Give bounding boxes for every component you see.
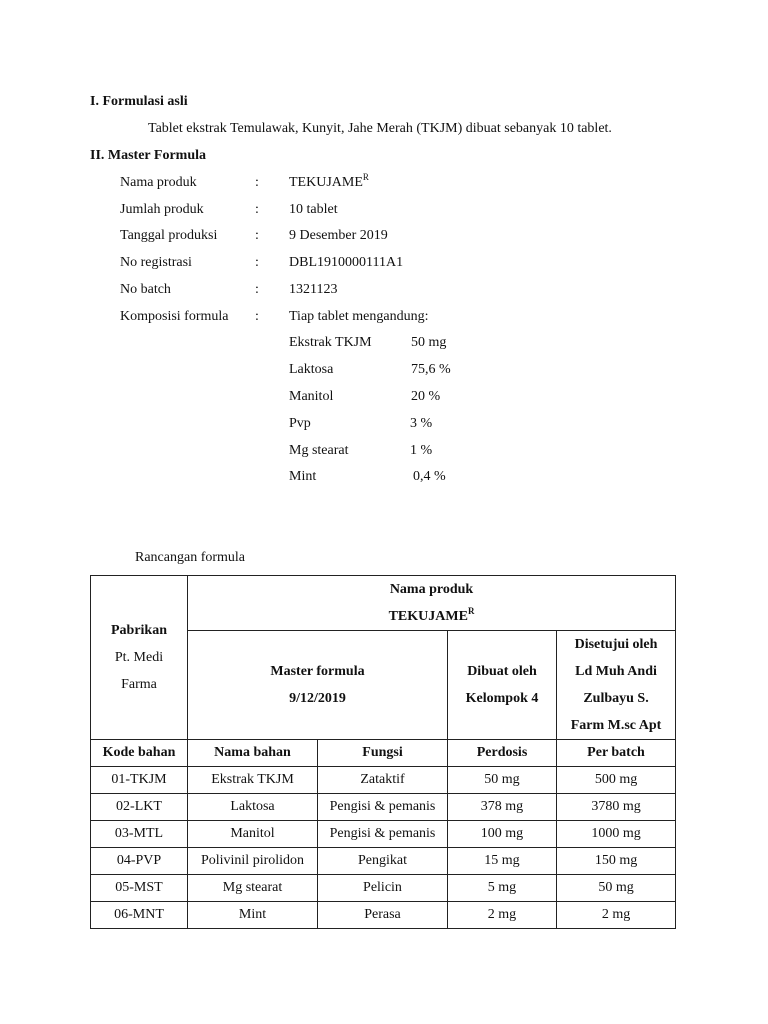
cell-kode-bahan: 06-MNT <box>91 902 188 929</box>
cell-kode-bahan: 05-MST <box>91 875 188 902</box>
disetujui-line-2: Ld Muh Andi <box>575 664 657 679</box>
dibuat-oleh-label: Dibuat oleh <box>467 664 537 679</box>
cell-nama-bahan: Mint <box>188 902 318 929</box>
cell-perdosis: 15 mg <box>448 848 557 875</box>
composition-amount: 0,4 % <box>413 469 446 484</box>
field-label-komposisi-formula: Komposisi formula <box>120 309 229 324</box>
disetujui-line-4: Farm M.sc Apt <box>570 718 662 733</box>
composition-name: Laktosa <box>289 362 334 377</box>
dibuat-oleh-cell <box>448 631 557 740</box>
table-row <box>91 767 676 794</box>
field-label-tanggal-produksi: Tanggal produksi <box>120 228 218 243</box>
product-name-text: TEKUJAME <box>289 175 363 190</box>
cell-nama-bahan: Manitol <box>188 821 318 848</box>
composition-name: Mg stearat <box>289 443 349 458</box>
product-name-heading <box>190 603 673 630</box>
registered-mark: R <box>362 172 369 182</box>
disetujui-line-1: Disetujui oleh <box>574 637 658 652</box>
section-1-heading: I. Formulasi asli <box>90 94 188 109</box>
field-label-jumlah-produk: Jumlah produk <box>120 202 204 217</box>
nama-produk-label: Nama produk <box>389 582 474 597</box>
field-label-no-registrasi: No registrasi <box>120 255 192 270</box>
cell-perdosis: 100 mg <box>448 821 557 848</box>
cell-perdosis: 5 mg <box>448 875 557 902</box>
field-separator: : <box>255 202 259 217</box>
registered-mark: R <box>467 606 475 616</box>
disetujui-oleh-cell <box>557 631 676 740</box>
section-1-paragraph: Tablet ekstrak Temulawak, Kunyit, Jahe Merah (TKJM) dibuat sebanyak 10 tablet. <box>148 121 612 136</box>
section-2-heading: II. Master Formula <box>90 148 206 163</box>
cell-per-batch: 150 mg <box>557 848 676 875</box>
nama-produk-cell <box>188 576 676 631</box>
column-header-per-batch: Per batch <box>557 740 676 767</box>
column-header-nama-bahan: Nama bahan <box>188 740 318 767</box>
cell-perdosis: 378 mg <box>448 794 557 821</box>
cell-fungsi: Pelicin <box>318 875 448 902</box>
pabrikan-cell <box>91 576 188 740</box>
product-name: TEKUJAME <box>388 609 468 624</box>
master-formula-date: 9/12/2019 <box>289 691 346 706</box>
formula-table <box>90 575 676 929</box>
composition-amount: 1 % <box>410 443 433 458</box>
column-header-fungsi: Fungsi <box>318 740 448 767</box>
cell-per-batch: 1000 mg <box>557 821 676 848</box>
composition-name: Mint <box>289 469 317 484</box>
cell-kode-bahan: 02-LKT <box>91 794 188 821</box>
pabrikan-name-line-1: Pt. Medi <box>114 650 164 665</box>
field-value-komposisi-formula: Tiap tablet mengandung: <box>289 309 429 324</box>
cell-kode-bahan: 03-MTL <box>91 821 188 848</box>
cell-fungsi: Pengikat <box>318 848 448 875</box>
composition-amount: 3 % <box>410 416 433 431</box>
composition-name: Ekstrak TKJM <box>289 335 372 350</box>
cell-per-batch: 2 mg <box>557 902 676 929</box>
field-value-no-batch: 1321123 <box>289 282 338 297</box>
table-caption: Rancangan formula <box>135 550 246 565</box>
composition-amount: 50 mg <box>411 335 447 350</box>
table-row <box>91 848 676 875</box>
cell-perdosis: 50 mg <box>448 767 557 794</box>
field-label-nama-produk: Nama produk <box>120 175 197 190</box>
field-value-no-registrasi: DBL1910000111A1 <box>289 255 404 270</box>
cell-fungsi: Pengisi & pemanis <box>318 821 448 848</box>
composition-name: Manitol <box>289 389 334 404</box>
cell-kode-bahan: 01-TKJM <box>91 767 188 794</box>
cell-nama-bahan: Laktosa <box>188 794 318 821</box>
field-label-no-batch: No batch <box>120 282 171 297</box>
cell-nama-bahan: Polivinil pirolidon <box>188 848 318 875</box>
cell-per-batch: 3780 mg <box>557 794 676 821</box>
cell-nama-bahan: Mg stearat <box>188 875 318 902</box>
table-row <box>91 821 676 848</box>
table-row <box>91 902 676 929</box>
dibuat-oleh-value: Kelompok 4 <box>465 691 539 706</box>
cell-kode-bahan: 04-PVP <box>91 848 188 875</box>
field-value-nama-produk <box>289 174 369 192</box>
column-header-row <box>91 740 676 767</box>
field-value-tanggal-produksi: 9 Desember 2019 <box>289 228 388 243</box>
cell-fungsi: Zataktif <box>318 767 448 794</box>
table-row <box>91 794 676 821</box>
cell-fungsi: Perasa <box>318 902 448 929</box>
master-formula-label: Master formula <box>270 664 365 679</box>
composition-amount: 75,6 % <box>411 362 451 377</box>
field-separator: : <box>255 255 259 270</box>
cell-per-batch: 50 mg <box>557 875 676 902</box>
disetujui-line-3: Zulbayu S. <box>583 691 649 706</box>
cell-nama-bahan: Ekstrak TKJM <box>188 767 318 794</box>
cell-per-batch: 500 mg <box>557 767 676 794</box>
field-separator: : <box>255 175 259 190</box>
column-header-kode-bahan: Kode bahan <box>91 740 188 767</box>
composition-amount: 20 % <box>411 389 441 404</box>
field-value-jumlah-produk: 10 tablet <box>289 202 338 217</box>
pabrikan-name-line-2: Farma <box>121 677 157 692</box>
field-separator: : <box>255 309 259 324</box>
pabrikan-label: Pabrikan <box>110 623 167 638</box>
table-row <box>91 875 676 902</box>
field-separator: : <box>255 282 259 297</box>
cell-fungsi: Pengisi & pemanis <box>318 794 448 821</box>
composition-name: Pvp <box>289 416 311 431</box>
field-separator: : <box>255 228 259 243</box>
column-header-perdosis: Perdosis <box>448 740 557 767</box>
master-formula-cell <box>188 631 448 740</box>
header-row-product <box>91 576 676 631</box>
cell-perdosis: 2 mg <box>448 902 557 929</box>
